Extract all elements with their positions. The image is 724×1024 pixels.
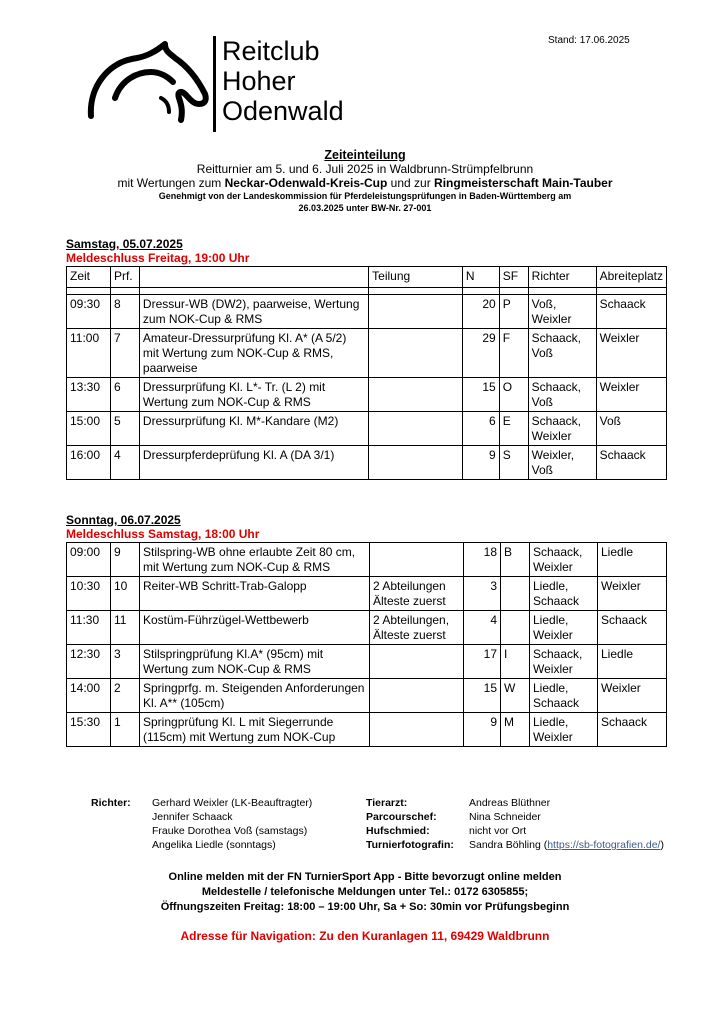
club-logo bbox=[85, 30, 375, 140]
logo-wordmark bbox=[222, 36, 344, 126]
event-line: Reitturnier am 5. und 6. Juli 2025 in Waldbrunn-Strümpfelbrunn bbox=[196, 162, 534, 176]
role-value-hufschmied: nicht vor Ort bbox=[469, 825, 527, 837]
role-value-parcourschef: Nina Schneider bbox=[469, 811, 541, 823]
note-line-2: Meldestelle / telefonische Meldungen unter Tel.: 0172 6305855; bbox=[201, 886, 529, 898]
saturday-table bbox=[66, 266, 667, 480]
cup-line-pre: mit Wertungen zum bbox=[117, 176, 225, 190]
richter-entry: Frauke Dorothea Voß (samstags) bbox=[152, 825, 308, 837]
col-n: N bbox=[462, 267, 499, 288]
logo-line-3: Odenwald bbox=[222, 96, 344, 126]
role-values bbox=[469, 796, 664, 852]
table-row: 15:00 5 Dressurprüfung Kl. M*-Kandare (M2) 6 E Schaack, Weixler Voß bbox=[67, 412, 667, 446]
col-abreiteplatz: Abreiteplatz bbox=[596, 267, 666, 288]
col-name bbox=[139, 267, 368, 288]
table-row: 10:30 10 Reiter-WB Schritt-Trab-Galopp 2 Abteilungen Älteste zuerst 3 Liedle, Schaack Weixler bbox=[67, 577, 667, 611]
col-sf: SF bbox=[499, 267, 528, 288]
saturday-deadline: Meldeschluss Freitag, 19:00 Uhr bbox=[66, 251, 250, 265]
logo-divider bbox=[213, 36, 216, 132]
richter-list bbox=[152, 796, 312, 852]
table-row: 14:00 2 Springprfg. m. Steigenden Anforderungen Kl. A** (105cm) 15 W Liedle, Schaack Weixler bbox=[67, 679, 667, 713]
role-value-tierarzt: Andreas Blüthner bbox=[469, 797, 551, 809]
role-label-hufschmied: Hufschmied: bbox=[366, 825, 430, 837]
richter-label: Richter: bbox=[91, 797, 131, 809]
stand-date: Stand: 17.06.2025 bbox=[548, 35, 630, 46]
registration-notes bbox=[70, 870, 660, 915]
table-row: 15:30 1 Springprüfung Kl. L mit Siegerrunde (115cm) mit Wertung zum NOK-Cup 9 M Liedle, Weixler Schaack bbox=[67, 713, 667, 747]
horse-head-icon bbox=[85, 38, 210, 130]
approval-line-2: 26.03.2025 unter BW-Nr. 27-001 bbox=[298, 203, 432, 213]
sunday-deadline: Meldeschluss Samstag, 18:00 Uhr bbox=[66, 527, 260, 541]
role-label-fotografin: Turnierfotografin: bbox=[366, 839, 454, 851]
table-header-row bbox=[67, 267, 667, 288]
sunday-table bbox=[66, 542, 667, 747]
richter-entry: Gerhard Weixler (LK-Beauftragter) bbox=[152, 797, 313, 809]
richter-entry: Jennifer Schaack bbox=[152, 811, 233, 823]
cup-line-mid: und zur bbox=[387, 176, 435, 190]
sunday-section-header bbox=[66, 513, 259, 541]
role-label-parcourschef: Parcourschef: bbox=[366, 811, 437, 823]
sunday-date: Sonntag, 06.07.2025 bbox=[66, 513, 181, 527]
cup-name: Neckar-Odenwald-Kreis-Cup bbox=[224, 176, 388, 190]
col-prf: Prf. bbox=[110, 267, 139, 288]
table-row: 13:30 6 Dressurprüfung Kl. L*- Tr. (L 2) mit Wertung zum NOK-Cup & RMS 15 O Schaack, Voß Weixler bbox=[67, 378, 667, 412]
approval-line-1: Genehmigt von der Landeskommission für Pferdeleistungsprüfungen in Baden-Württemberg am bbox=[158, 191, 572, 201]
note-line-3: Öffnungszeiten Freitag: 18:00 – 19:00 Uhr, Sa + So: 30min vor Prüfungsbeginn bbox=[160, 901, 570, 913]
col-zeit: Zeit bbox=[67, 267, 111, 288]
role-label-tierarzt: Tierarzt: bbox=[366, 797, 408, 809]
table-row-spacer bbox=[67, 288, 667, 295]
table-row: 09:30 8 Dressur-WB (DW2), paarweise, Wertung zum NOK-Cup & RMS 20 P Voß, Weixler Schaack bbox=[67, 295, 667, 329]
rm-name: Ringmeisterschaft Main-Tauber bbox=[434, 176, 613, 190]
document-header bbox=[70, 148, 660, 214]
saturday-section-header bbox=[66, 237, 249, 265]
logo-line-2: Hoher bbox=[222, 66, 296, 96]
role-value-fotografin: Sandra Böhling (https://sb-fotografien.de/) bbox=[469, 839, 664, 851]
saturday-date: Samstag, 05.07.2025 bbox=[66, 237, 183, 251]
richter-entry: Angelika Liedle (sonntags) bbox=[152, 839, 276, 851]
table-row: 11:30 11 Kostüm-Führzügel-Wettbewerb 2 Abteilungen, Älteste zuerst 4 Liedle, Weixler Schaack bbox=[67, 611, 667, 645]
col-richter: Richter bbox=[528, 267, 596, 288]
table-row: 12:30 3 Stilspringprüfung Kl.A* (95cm) mit Wertung zum NOK-Cup & RMS 17 I Schaack, Weixler Liedle bbox=[67, 645, 667, 679]
role-labels bbox=[366, 796, 454, 852]
photographer-link[interactable]: https://sb-fotografien.de/ bbox=[547, 839, 661, 851]
table-row: 16:00 4 Dressurpferdeprüfung Kl. A (DA 3/1) 9 S Weixler, Voß Schaack bbox=[67, 446, 667, 480]
page-title: Zeiteinteilung bbox=[324, 148, 406, 162]
cup-line bbox=[70, 176, 660, 190]
navigation-address: Adresse für Navigation: Zu den Kuranlagen 11, 69429 Waldbrunn bbox=[180, 929, 550, 943]
table-row: 11:00 7 Amateur-Dressurprüfung Kl. A* (A 5/2) mit Wertung zum NOK-Cup & RMS, paarweise 29 F Schaack, Voß Weixler bbox=[67, 329, 667, 378]
logo-line-1: Reitclub bbox=[222, 36, 320, 66]
table-row: 09:00 9 Stilspring-WB ohne erlaubte Zeit 80 cm, mit Wertung zum NOK-Cup & RMS 18 B Schaack, Weixler Liedle bbox=[67, 543, 667, 577]
col-teilung: Teilung bbox=[369, 267, 463, 288]
note-line-1: Online melden mit der FN TurnierSport App - Bitte bevorzugt online melden bbox=[168, 871, 562, 883]
